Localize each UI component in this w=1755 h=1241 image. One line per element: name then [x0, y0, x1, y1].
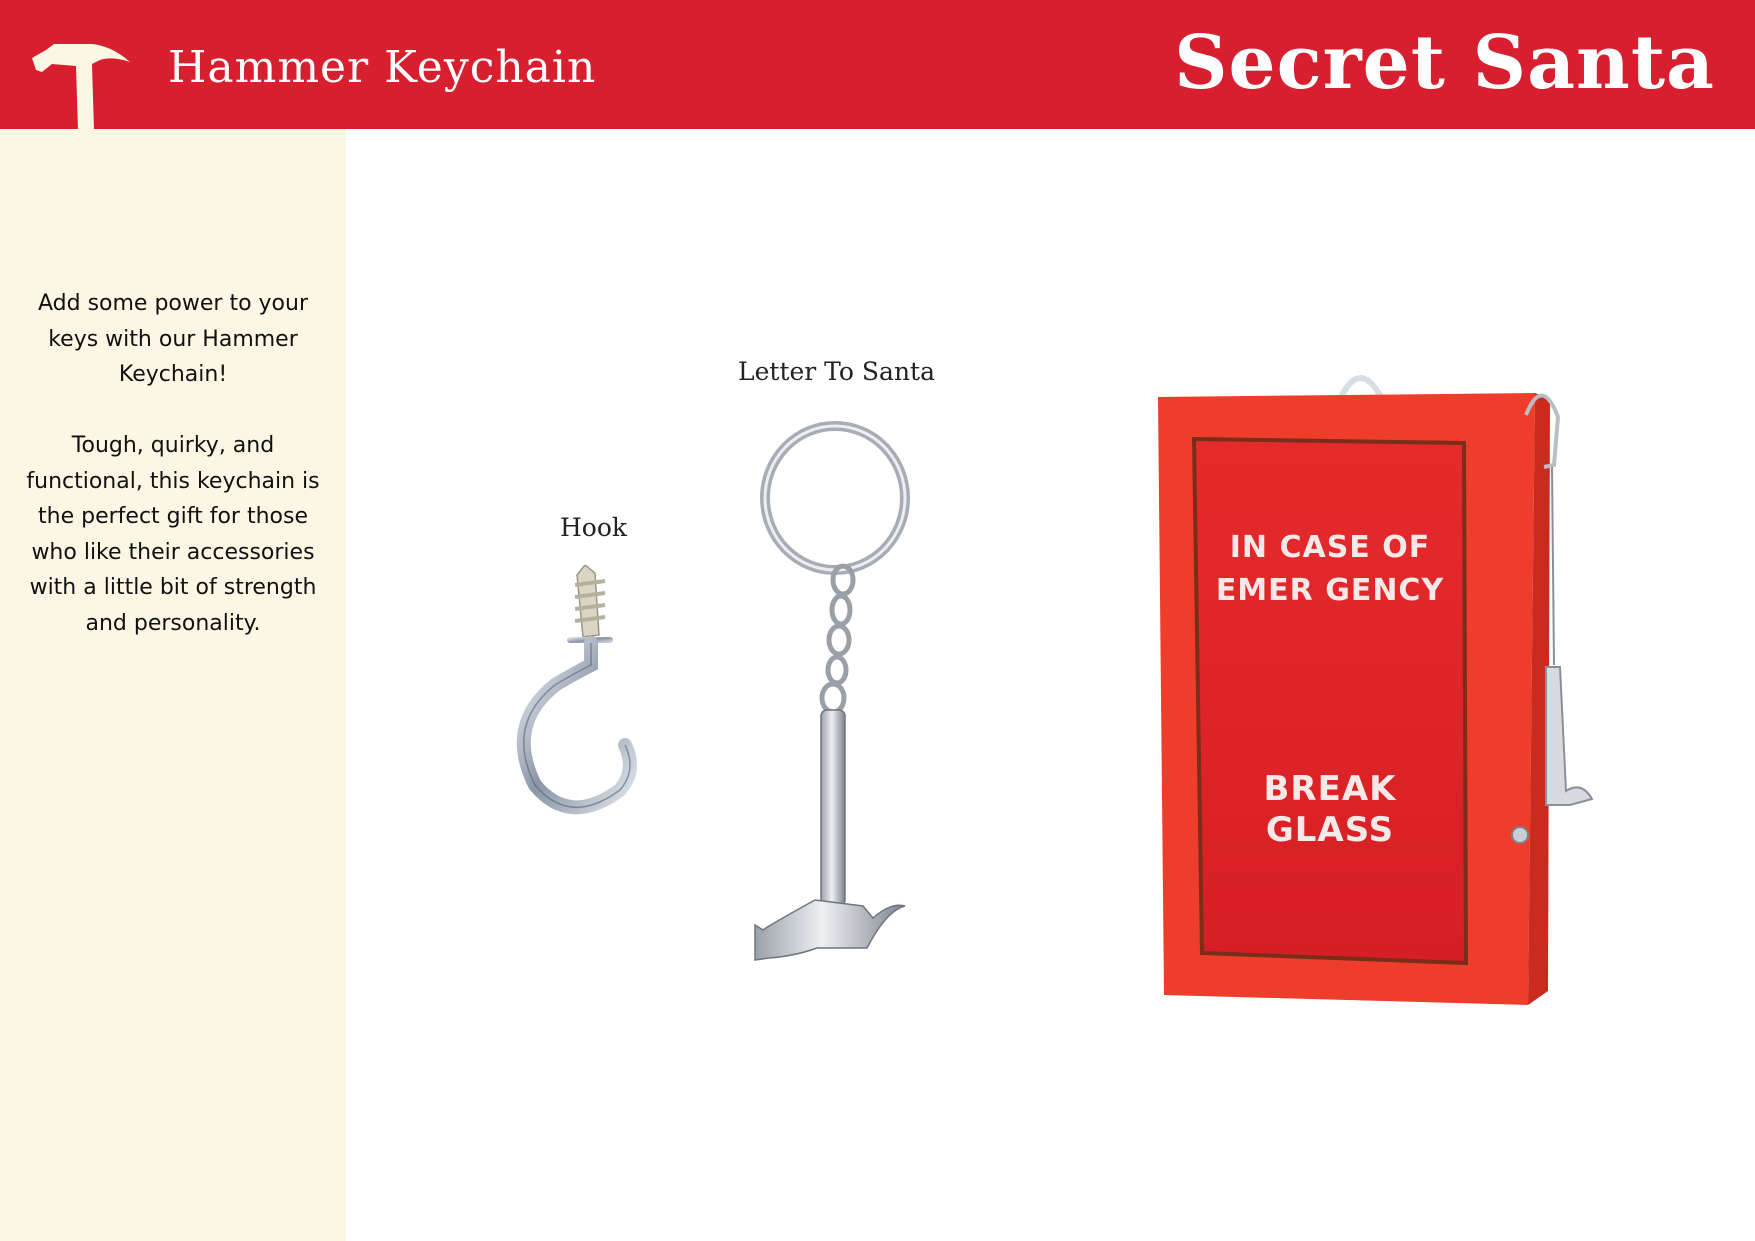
box-line-case: [1210, 526, 1450, 612]
hammer-keychain-image: [745, 420, 920, 970]
header-banner: [0, 0, 1755, 129]
hook-label: Hook: [560, 513, 628, 542]
description-paragraph-1: Add some power to your keys with our Hammer Keychain!: [37, 291, 308, 387]
hammer-icon: [32, 40, 132, 130]
box-line-break: [1230, 769, 1430, 851]
emergency-box-image: [1150, 355, 1610, 1015]
brand-title: Secret Santa: [1174, 20, 1715, 106]
hook-image: [515, 565, 675, 835]
description-paragraph-2: Tough, quirky, and functional, this keychain is the perfect gift for those who like their accessories with a little bit of strength and personality.: [26, 433, 320, 636]
box-line-4: GLASS: [1265, 810, 1395, 850]
description-sidebar: [0, 129, 346, 1241]
box-line-1: IN CASE OF: [1229, 530, 1431, 565]
box-line-2: EMER GENCY: [1215, 573, 1445, 608]
page-title: Hammer Keychain: [168, 42, 597, 93]
box-line-3: BREAK: [1263, 769, 1397, 809]
letter-to-santa-label: Letter To Santa: [738, 357, 935, 386]
